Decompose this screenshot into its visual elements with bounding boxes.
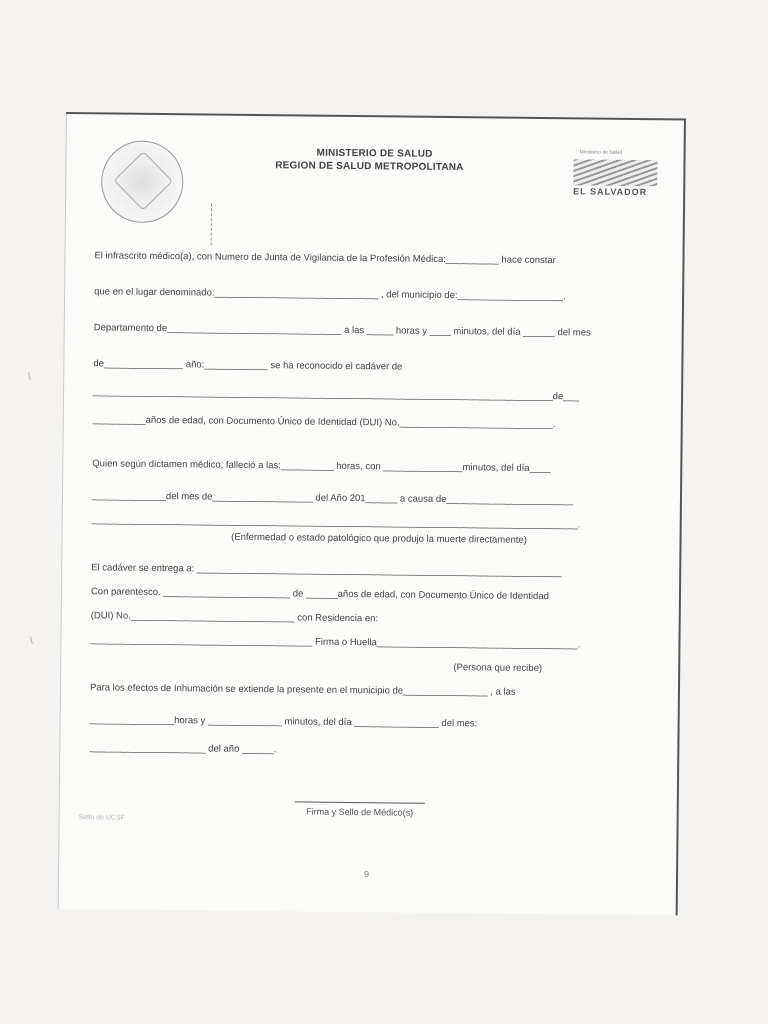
text-line-18: ______________________ del año ______. [89,742,277,756]
text-line-16: Para los efectos de Inhumación se extiende la presente en el municipio de________________ , a las [89,682,516,698]
text-line-9: ____________________________________________________________________________________________. [91,514,581,531]
text-line-11: El cadáver se entrega a: _____________________________________________________________________ [91,562,562,579]
region-title: REGION DE SALUD METROPOLITANA [275,160,464,174]
certificate-body [89,250,670,756]
ministry-title: MINISTERIO DE SALUD [316,147,433,160]
scan-mark: \ [30,636,33,647]
text-line-1: El infrascrito médico(a), con Numero de Junta de Vigilancia de la Profesión Médica:__________ hace constar [94,250,556,267]
document-sheet [58,112,686,915]
text-line-12: Con parentesco. ________________________ de ______años de edad, con Documento Único de Identidad [90,586,549,603]
text-line-5: _______________________________________________________________________________________de___ [93,386,580,403]
text-line-7: Quien según dictamen médico, falleció a las:__________ horas, con _______________minutos, del día____ [92,458,551,475]
text-line-15: (Persona que recibe) [453,662,543,675]
logo-caption: Ministerio de Salud [579,149,623,156]
text-line-14: __________________________________________ Firma o Huella______________________________________. [90,634,581,651]
text-line-10: (Enfermedad o estado patológico que produjo la muerte directamente) [231,531,527,546]
page-number: 9 [363,869,370,880]
text-line-8: ______________del mes de___________________ del Año 201______ a causa de________________________ [91,490,574,507]
dashed-mark [211,204,213,246]
logo-name: EL SALVADOR [573,186,648,198]
text-line-6: __________años de edad, con Documento Único de Identidad (DUI) No._____________________________. [92,414,556,431]
text-line-3: Departamento de_________________________________ a las _____ horas y ____ minutos, del día ______ del mes [93,322,591,339]
flag-icon [573,159,657,186]
stamp-label: Sello de UCSF [78,814,125,822]
text-line-13: (DUI) No._______________________________ con Residencia en: [90,610,379,625]
text-line-2: que en el lugar denominado:_______________________________ , del municipio de:____________________. [94,286,566,303]
text-line-17: ________________horas y ______________ minutos, del día ________________ del mes: [89,714,478,730]
sheet-edge [58,114,67,909]
text-line-4: de_______________ año:____________ se ha reconocido el cadáver de [93,358,403,373]
signature-label: Firma y Sello de Médico(s) [306,806,414,818]
signature-line [295,801,425,803]
el-salvador-logo [573,149,663,197]
scan-mark: \ [28,372,31,383]
